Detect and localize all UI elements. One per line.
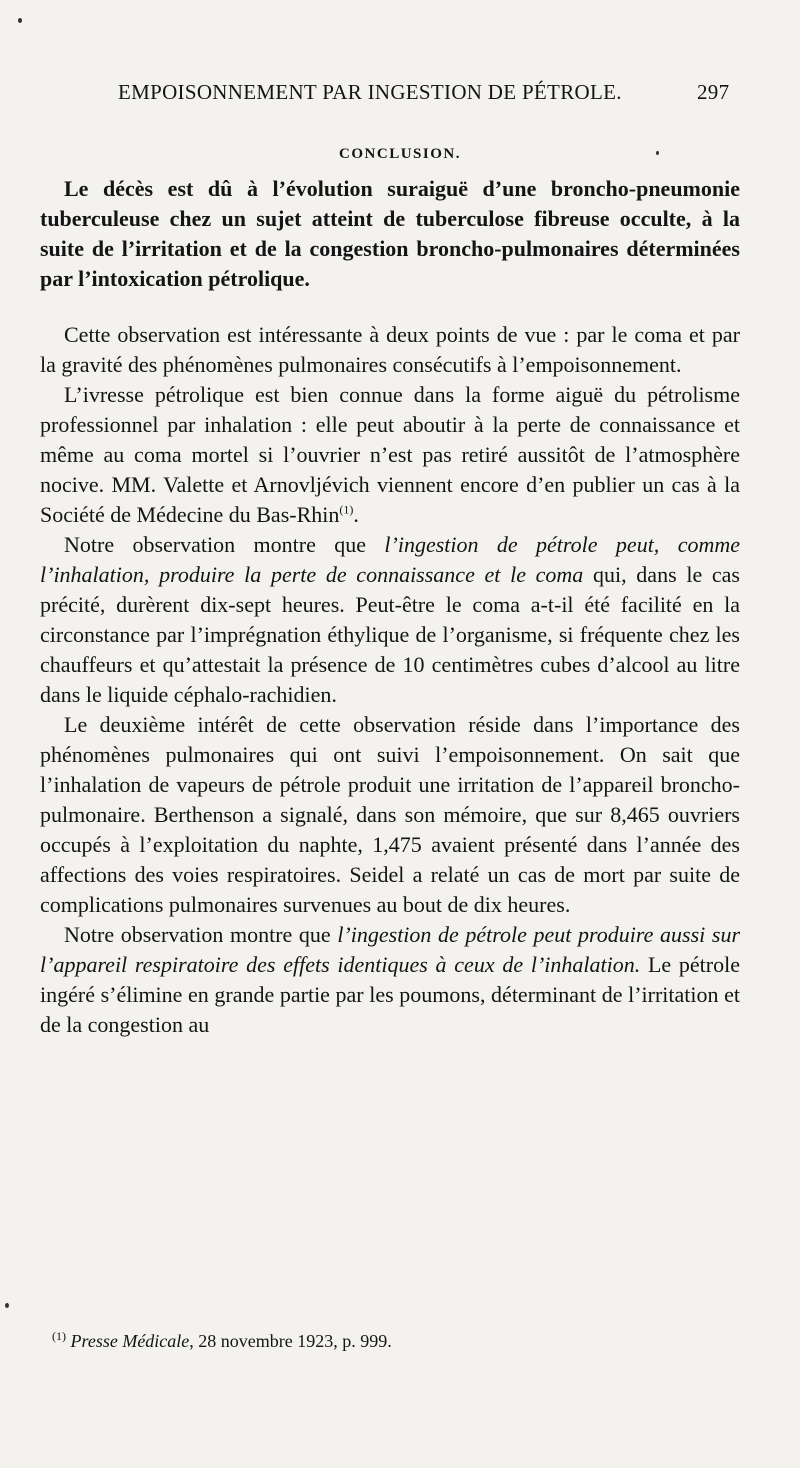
footnote-details: , 28 novembre 1923, p. 999. — [189, 1331, 392, 1351]
resp-rest: Le pétrole ingéré s’élimine en grande partie par les poumons, déterminant de l’irritation et de la congestion au — [40, 952, 740, 1037]
page-number: 297 — [697, 80, 730, 104]
scan-speck — [5, 1303, 9, 1308]
paragraph-conclusion: Le décès est dû à l’évolution suraiguë d’une broncho-pneumonie tuberculeuse chez un sujet atteint de tuberculose fibreuse occulte, à la suite de l’irritation et de la congestion broncho-pulmonaires déterminées par l’intoxication pétrolique. — [40, 176, 740, 291]
ivresse-end: . — [353, 502, 359, 527]
running-title: EMPOISONNEMENT PAR INGESTION DE PÉTROLE. — [118, 80, 622, 104]
paragraph-ivresse — [40, 380, 740, 530]
obs-lead: Notre observation montre que — [64, 532, 385, 557]
resp-lead: Notre observation montre que — [64, 922, 338, 947]
resp-italic: l’ingestion de pétrole peut produire aussi sur l’appareil respiratoire des effets identiques à ceux de l’inhalation. — [40, 922, 741, 977]
running-header — [0, 80, 800, 116]
footnote-mark: (1) — [52, 1329, 66, 1343]
footnote-reference: (1) — [339, 502, 354, 517]
paragraph-observation-coma — [40, 530, 740, 710]
ivresse-text: L’ivresse pétrolique est bien connue dans la forme aiguë du pétrolisme professionnel par inhalation : elle peut aboutir à la perte de connaissance et même au coma mortel si l’ouvrier n’est pas retiré aussitôt de l’atmosphère nocive. MM. Valette et Arnovljévich viennent encore d’en publier un cas à la Société de Médecine du Bas-Rhin — [40, 382, 740, 527]
body-text — [40, 174, 740, 1040]
scan-speck — [656, 151, 659, 155]
section-title: CONCLUSION. — [339, 146, 461, 162]
paragraph-interest: Cette observation est intéressante à deux points de vue : par le coma et par la gravité des phénomènes pulmonaires consécutifs à l’empoisonnement. — [40, 322, 740, 377]
paragraph-observation-respiratory — [40, 920, 740, 1040]
obs-rest: qui, dans le cas précité, durèrent dix-sept heures. Peut-être le coma a-t-il été facilité en la circonstance par l’imprégnation éthylique de l’organisme, si fréquente chez les chauffeurs et qu’attestait la présence de 10 centimètres cubes d’alcool au litre dans le liquide céphalo-rachidien. — [40, 562, 740, 707]
obs-italic: l’ingestion de pétrole peut, comme l’inhalation, produire la perte de connaissance et le coma — [40, 532, 741, 587]
scan-speck — [18, 18, 22, 23]
footnote — [52, 1329, 752, 1352]
paragraph-second-interest: Le deuxième intérêt de cette observation réside dans l’importance des phénomènes pulmonaires qui ont suivi l’empoisonnement. On sait que l’inhalation de vapeurs de pétrole produit une irritation de l’appareil broncho-pulmonaire. Berthenson a signalé, dans son mémoire, que sur 8,465 ouvriers occupés à l’exploitation du naphte, 1,475 avaient présenté dans l’année des affections des voies respiratoires. Seidel a relaté un cas de mort par suite de complications pulmonaires survenues au bout de dix heures. — [40, 712, 740, 917]
footnote-source: Presse Médicale — [70, 1331, 190, 1351]
